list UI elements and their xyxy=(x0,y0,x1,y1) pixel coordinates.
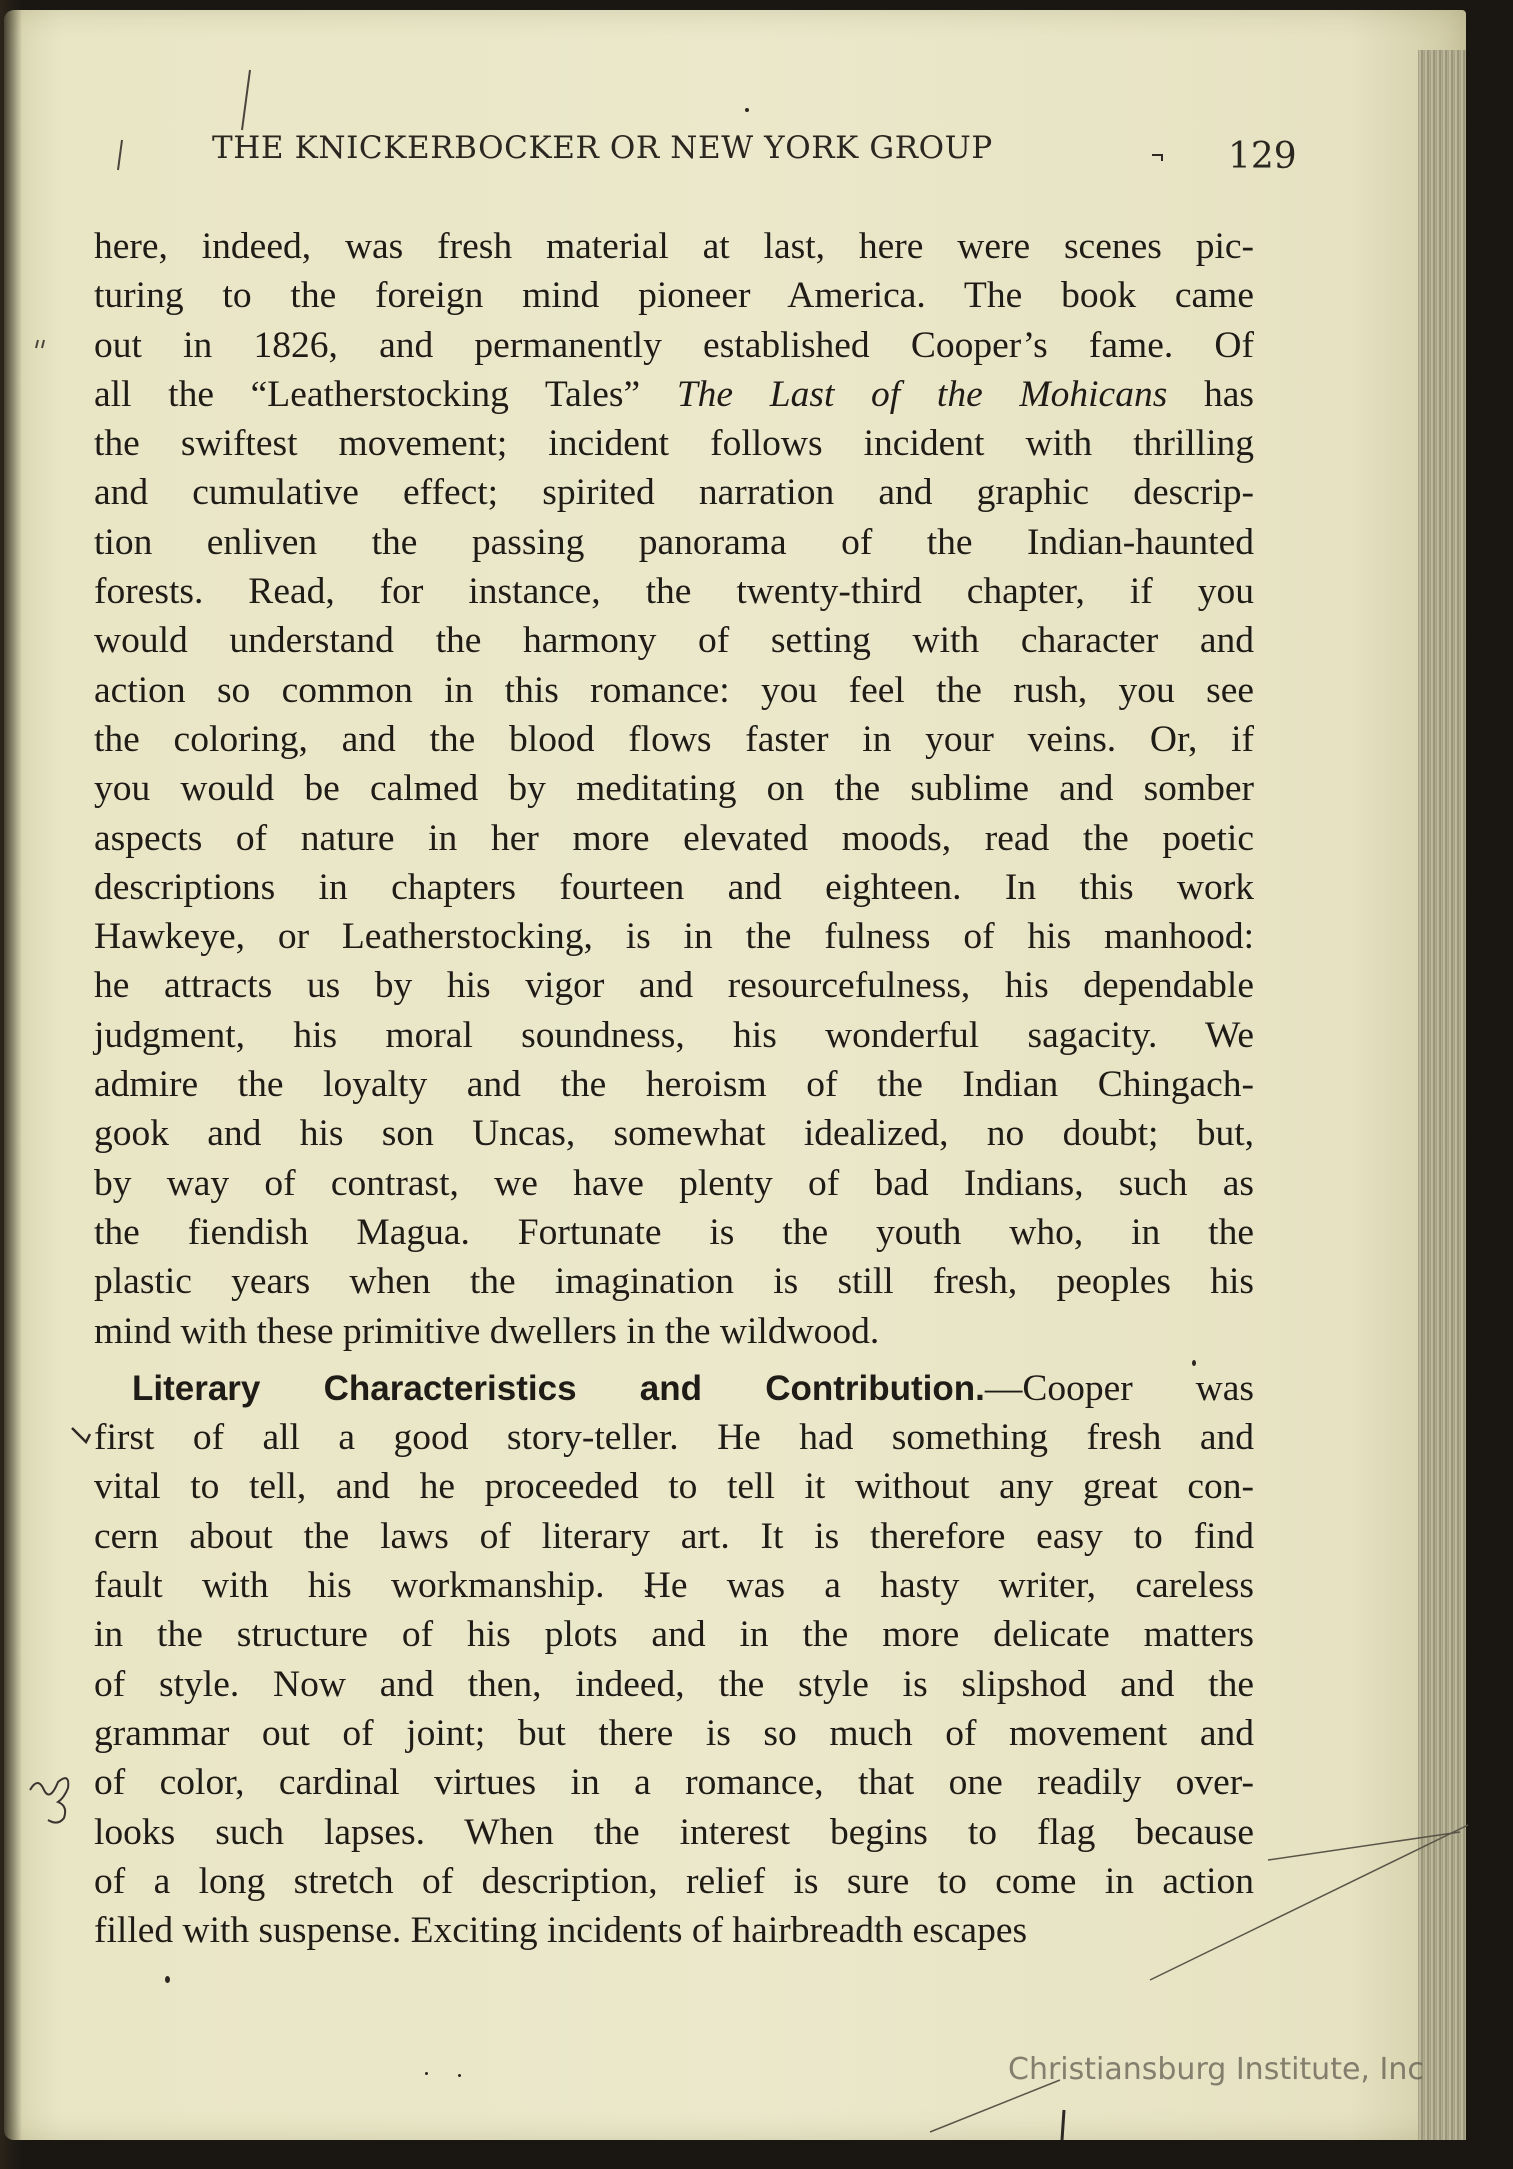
ink-speck xyxy=(165,1976,170,1983)
text-line: aspects of nature in her more elevated moods, read the poetic xyxy=(94,817,1254,859)
paragraph-2 xyxy=(94,1364,1254,1956)
text-line: grammar out of joint; but there is so much of movement and xyxy=(94,1712,1254,1754)
text-line: tion enliven the passing panorama of the Indian-haunted xyxy=(94,521,1254,563)
text-line: cern about the laws of literary art. It is therefore easy to find xyxy=(94,1515,1254,1557)
ink-speck xyxy=(425,2072,428,2075)
text-line: he attracts us by his vigor and resourcefulness, his dependable xyxy=(94,965,1254,1007)
watermark: Christiansburg Institute, Inc xyxy=(1008,2052,1424,2087)
text-line: the coloring, and the blood flows faster in your veins. Or, if xyxy=(94,718,1254,760)
text-line: vital to tell, and he proceeded to tell it without any great con- xyxy=(94,1466,1254,1508)
text-line: first of all a good story-teller. He had something fresh and xyxy=(94,1417,1254,1459)
text-line-with-heading xyxy=(94,1364,1254,1413)
ink-speck xyxy=(745,108,749,112)
running-head: THE KNICKERBOCKER OR NEW YORK GROUP xyxy=(212,130,993,166)
text-line: of style. Now and then, indeed, the style is slipshod and the xyxy=(94,1663,1254,1705)
text-line: looks such lapses. When the interest begins to flag because xyxy=(94,1811,1254,1853)
text-line: gook and his son Uncas, somewhat idealized, no doubt; but, xyxy=(94,1113,1254,1155)
text-segment: —Cooper was xyxy=(984,1367,1254,1409)
section-heading: Literary Characteristics and Contribution. xyxy=(132,1368,985,1408)
text-line: out in 1826, and permanently established Cooper’s fame. Of xyxy=(94,324,1254,366)
page-edges xyxy=(1418,50,1466,2140)
body-text xyxy=(94,222,1254,1955)
text-line: judgment, his moral soundness, his wonderful sagacity. We xyxy=(94,1014,1254,1056)
text-line-with-title xyxy=(94,370,1254,419)
text-line: admire the loyalty and the heroism of the Indian Chingach- xyxy=(94,1064,1254,1106)
text-line: of color, cardinal virtues in a romance, that one readily over- xyxy=(94,1762,1254,1804)
text-line: the fiendish Magua. Fortunate is the youth who, in the xyxy=(94,1211,1254,1253)
text-segment: all the “Leatherstocking Tales” xyxy=(94,373,641,415)
text-line: here, indeed, was fresh material at last, here were scenes pic- xyxy=(94,226,1254,267)
text-line: in the structure of his plots and in the more delicate matters xyxy=(94,1614,1254,1656)
book-title: The Last of the Mohicans xyxy=(676,373,1168,415)
ink-speck xyxy=(1192,1360,1196,1366)
page-number: 129 xyxy=(1228,136,1297,177)
text-line: filled with suspense. Exciting incidents of hairbreadth escapes xyxy=(94,1910,1028,1952)
text-line: fault with his workmanship. He was a hasty writer, careless xyxy=(94,1565,1254,1607)
text-line: by way of contrast, we have plenty of bad Indians, such as xyxy=(94,1162,1254,1204)
text-line: would understand the harmony of setting with character and xyxy=(94,620,1254,662)
text-line: action so common in this romance: you feel the rush, you see xyxy=(94,669,1254,711)
paragraph-1 xyxy=(94,222,1254,1356)
ink-speck xyxy=(458,2074,461,2077)
text-line: descriptions in chapters fourteen and eighteen. In this work xyxy=(94,866,1254,908)
text-line: forests. Read, for instance, the twenty-third chapter, if you xyxy=(94,571,1254,613)
text-line: Hawkeye, or Leatherstocking, is in the fulness of his manhood: xyxy=(94,916,1254,958)
spine-shadow xyxy=(0,0,22,2169)
text-line: of a long stretch of description, relief is sure to come in action xyxy=(94,1860,1254,1902)
text-line: turing to the foreign mind pioneer America. The book came xyxy=(94,275,1254,317)
text-line: and cumulative effect; spirited narration and graphic descrip- xyxy=(94,472,1254,514)
text-line: the swiftest movement; incident follows incident with thrilling xyxy=(94,423,1254,465)
text-line: mind with these primitive dwellers in the wildwood. xyxy=(94,1310,880,1352)
text-segment: has xyxy=(1204,373,1254,415)
text-line: plastic years when the imagination is still fresh, peoples his xyxy=(94,1261,1254,1303)
text-line: you would be calmed by meditating on the sublime and somber xyxy=(94,768,1254,810)
